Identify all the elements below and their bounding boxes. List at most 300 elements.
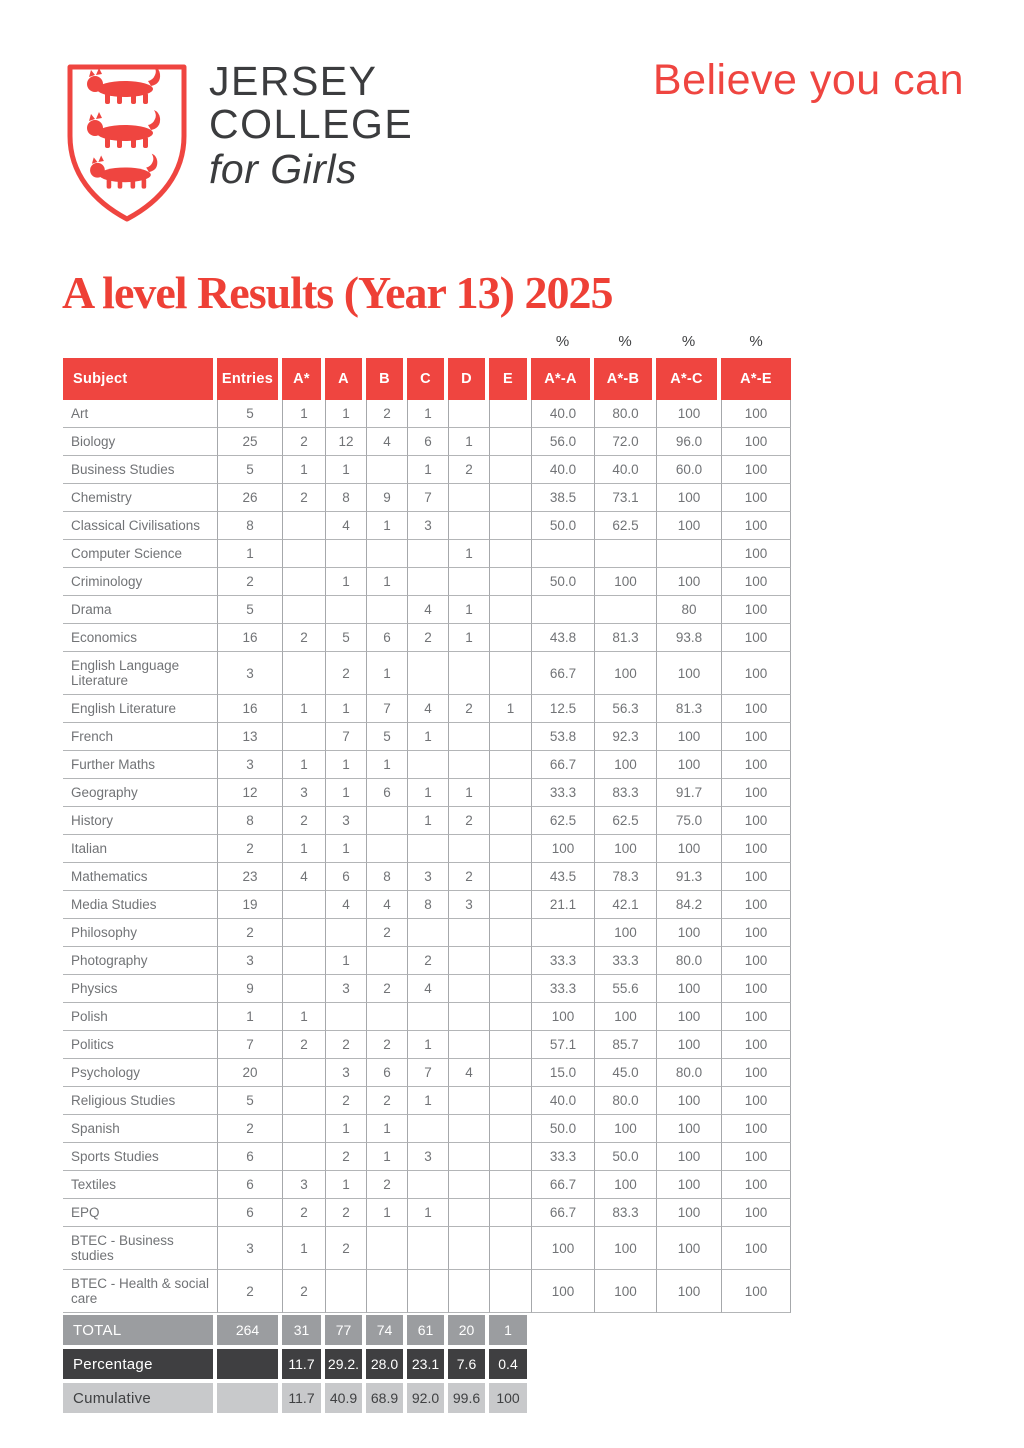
value-cell: 80.0: [656, 947, 721, 975]
value-cell: [407, 751, 448, 779]
percent-label: %: [555, 333, 570, 350]
value-cell: 2: [282, 484, 325, 512]
value-cell: 1: [407, 400, 448, 428]
value-cell: [366, 1227, 407, 1270]
subject-cell: BTEC - Health & social care: [63, 1270, 217, 1313]
value-cell: 33.3: [594, 947, 656, 975]
footer-entries-cell: [217, 1345, 282, 1379]
value-cell: 12.5: [531, 695, 594, 723]
column-header: A: [325, 358, 366, 400]
value-cell: 1: [282, 1227, 325, 1270]
value-cell: [282, 568, 325, 596]
value-cell: 21.1: [531, 891, 594, 919]
value-cell: [407, 652, 448, 695]
value-cell: [366, 596, 407, 624]
value-cell: [366, 456, 407, 484]
subject-cell: Physics: [63, 975, 217, 1003]
value-cell: 8: [407, 891, 448, 919]
value-cell: 42.1: [594, 891, 656, 919]
value-cell: 1: [489, 695, 531, 723]
percent-label: %: [681, 333, 696, 350]
subject-cell: Geography: [63, 779, 217, 807]
value-cell: 1: [407, 1087, 448, 1115]
value-cell: 100: [656, 975, 721, 1003]
value-cell: 1: [325, 779, 366, 807]
value-cell: [489, 891, 531, 919]
value-cell: 100: [721, 1171, 791, 1199]
value-cell: 50.0: [531, 512, 594, 540]
value-cell: 2: [325, 1087, 366, 1115]
table-row: [63, 807, 791, 835]
value-cell: 23: [217, 863, 282, 891]
value-cell: 1: [448, 779, 489, 807]
value-cell: 100: [656, 751, 721, 779]
lion-icon: [87, 66, 160, 104]
value-cell: 2: [366, 975, 407, 1003]
value-cell: 100: [656, 835, 721, 863]
value-cell: [594, 540, 656, 568]
table-row: [63, 1003, 791, 1031]
value-cell: 1: [366, 751, 407, 779]
value-cell: [325, 596, 366, 624]
value-cell: [366, 540, 407, 568]
value-cell: 100: [721, 1059, 791, 1087]
value-cell: [489, 1115, 531, 1143]
value-cell: 3: [448, 891, 489, 919]
subject-cell: Business Studies: [63, 456, 217, 484]
footer-value-cell: 11.7: [282, 1345, 325, 1379]
subject-cell: Mathematics: [63, 863, 217, 891]
subject-cell: Polish: [63, 1003, 217, 1031]
cumulative-row: [63, 1379, 791, 1413]
value-cell: [282, 723, 325, 751]
value-cell: [282, 512, 325, 540]
value-cell: [448, 975, 489, 1003]
value-cell: 100: [531, 1227, 594, 1270]
value-cell: 100: [721, 1270, 791, 1313]
value-cell: 3: [282, 1171, 325, 1199]
footer-void-cell: [531, 1345, 594, 1379]
footer-value-cell: 0.4: [489, 1345, 531, 1379]
value-cell: [282, 1087, 325, 1115]
column-header: A*-E: [721, 358, 791, 400]
value-cell: 1: [325, 568, 366, 596]
value-cell: 56.0: [531, 428, 594, 456]
value-cell: 100: [721, 1031, 791, 1059]
value-cell: [531, 919, 594, 947]
value-cell: [489, 835, 531, 863]
value-cell: 43.8: [531, 624, 594, 652]
value-cell: 13: [217, 723, 282, 751]
subject-cell: Drama: [63, 596, 217, 624]
value-cell: [407, 1115, 448, 1143]
results-table-wrap: [63, 320, 791, 1413]
value-cell: 1: [407, 1031, 448, 1059]
value-cell: [282, 1059, 325, 1087]
subject-cell: Photography: [63, 947, 217, 975]
value-cell: 3: [407, 512, 448, 540]
value-cell: 2: [282, 1031, 325, 1059]
value-cell: 100: [594, 1115, 656, 1143]
value-cell: 12: [217, 779, 282, 807]
value-cell: 8: [325, 484, 366, 512]
value-cell: 20: [217, 1059, 282, 1087]
value-cell: 56.3: [594, 695, 656, 723]
table-row: [63, 723, 791, 751]
value-cell: 100: [721, 863, 791, 891]
value-cell: 100: [656, 1115, 721, 1143]
value-cell: [489, 484, 531, 512]
value-cell: [448, 835, 489, 863]
value-cell: [448, 1270, 489, 1313]
value-cell: 100: [531, 1003, 594, 1031]
value-cell: 1: [282, 1003, 325, 1031]
value-cell: 100: [656, 400, 721, 428]
value-cell: [448, 568, 489, 596]
value-cell: 33.3: [531, 1143, 594, 1171]
table-row: [63, 1270, 791, 1313]
value-cell: 2: [217, 568, 282, 596]
value-cell: 2: [407, 624, 448, 652]
value-cell: [448, 947, 489, 975]
table-row: [63, 596, 791, 624]
percent-label: %: [749, 333, 763, 350]
value-cell: [448, 751, 489, 779]
value-cell: [448, 512, 489, 540]
value-cell: 33.3: [531, 947, 594, 975]
value-cell: 66.7: [531, 1199, 594, 1227]
value-cell: 3: [325, 1059, 366, 1087]
value-cell: 3: [217, 1227, 282, 1270]
value-cell: 100: [721, 835, 791, 863]
value-cell: 1: [325, 835, 366, 863]
value-cell: 72.0: [594, 428, 656, 456]
value-cell: [489, 568, 531, 596]
value-cell: 100: [721, 400, 791, 428]
value-cell: 50.0: [531, 1115, 594, 1143]
value-cell: 1: [448, 428, 489, 456]
tagline: Believe you can: [652, 56, 964, 104]
value-cell: 3: [325, 807, 366, 835]
value-cell: 15.0: [531, 1059, 594, 1087]
value-cell: 100: [594, 835, 656, 863]
jersey-crest-icon: [63, 60, 191, 226]
table-row: [63, 1115, 791, 1143]
footer-value-cell: 92.0: [407, 1379, 448, 1413]
value-cell: [489, 428, 531, 456]
value-cell: 62.5: [594, 807, 656, 835]
value-cell: 6: [217, 1171, 282, 1199]
subject-cell: Criminology: [63, 568, 217, 596]
footer-value-cell: 100: [489, 1379, 531, 1413]
value-cell: [407, 919, 448, 947]
value-cell: 6: [366, 779, 407, 807]
value-cell: [282, 919, 325, 947]
subject-cell: Italian: [63, 835, 217, 863]
value-cell: 100: [721, 428, 791, 456]
footer-void-cell: [721, 1313, 791, 1345]
column-header: E: [489, 358, 531, 400]
value-cell: [489, 400, 531, 428]
value-cell: 100: [721, 723, 791, 751]
results-table: [63, 320, 791, 1413]
value-cell: 7: [217, 1031, 282, 1059]
percent-spacer: [407, 320, 448, 358]
value-cell: 1: [217, 540, 282, 568]
value-cell: 1: [325, 456, 366, 484]
value-cell: [489, 1059, 531, 1087]
column-header: D: [448, 358, 489, 400]
footer-value-cell: 1: [489, 1313, 531, 1345]
table-row: [63, 540, 791, 568]
value-cell: 100: [594, 1003, 656, 1031]
subject-cell: Computer Science: [63, 540, 217, 568]
value-cell: 100: [721, 975, 791, 1003]
value-cell: 100: [594, 1171, 656, 1199]
footer-value-cell: 77: [325, 1313, 366, 1345]
value-cell: 1: [282, 835, 325, 863]
value-cell: 100: [656, 723, 721, 751]
value-cell: 3: [217, 751, 282, 779]
value-cell: 4: [325, 512, 366, 540]
footer-void-cell: [656, 1345, 721, 1379]
column-header: A*-B: [594, 358, 656, 400]
value-cell: 38.5: [531, 484, 594, 512]
footer-value-cell: 20: [448, 1313, 489, 1345]
percentage-row: [63, 1345, 791, 1379]
value-cell: [489, 751, 531, 779]
table-row: [63, 947, 791, 975]
value-cell: 100: [721, 947, 791, 975]
value-cell: 55.6: [594, 975, 656, 1003]
percent-spacer: [63, 320, 217, 358]
value-cell: 1: [407, 723, 448, 751]
footer-void-cell: [594, 1345, 656, 1379]
value-cell: 43.5: [531, 863, 594, 891]
value-cell: 2: [282, 1199, 325, 1227]
subject-cell: French: [63, 723, 217, 751]
value-cell: 100: [656, 652, 721, 695]
value-cell: 2: [282, 807, 325, 835]
value-cell: 2: [217, 1115, 282, 1143]
value-cell: 92.3: [594, 723, 656, 751]
subject-cell: Chemistry: [63, 484, 217, 512]
value-cell: 100: [721, 624, 791, 652]
value-cell: 1: [366, 568, 407, 596]
footer-value-cell: 29.2.: [325, 1345, 366, 1379]
value-cell: 1: [282, 400, 325, 428]
table-row: [63, 751, 791, 779]
value-cell: 100: [721, 484, 791, 512]
value-cell: 4: [448, 1059, 489, 1087]
table-row: [63, 1087, 791, 1115]
value-cell: 100: [656, 1227, 721, 1270]
column-header: Subject: [63, 358, 217, 400]
table-row: [63, 695, 791, 723]
table-row: [63, 568, 791, 596]
value-cell: 100: [656, 484, 721, 512]
value-cell: 6: [366, 624, 407, 652]
value-cell: 12: [325, 428, 366, 456]
logo-text: [209, 60, 413, 192]
value-cell: 100: [721, 456, 791, 484]
value-cell: [448, 1003, 489, 1031]
value-cell: 7: [407, 484, 448, 512]
value-cell: 2: [448, 807, 489, 835]
value-cell: 2: [282, 624, 325, 652]
value-cell: 2: [325, 1199, 366, 1227]
value-cell: 2: [325, 1143, 366, 1171]
value-cell: 2: [217, 919, 282, 947]
value-cell: 6: [325, 863, 366, 891]
value-cell: 4: [366, 891, 407, 919]
value-cell: [282, 1143, 325, 1171]
value-cell: 100: [594, 1270, 656, 1313]
table-row: [63, 1059, 791, 1087]
value-cell: [489, 1031, 531, 1059]
footer-void-cell: [656, 1379, 721, 1413]
table-row: [63, 863, 791, 891]
value-cell: [594, 596, 656, 624]
value-cell: 2: [448, 863, 489, 891]
footer-void-cell: [721, 1379, 791, 1413]
value-cell: 1: [282, 751, 325, 779]
value-cell: 66.7: [531, 652, 594, 695]
value-cell: 2: [366, 1031, 407, 1059]
footer-label-cell: TOTAL: [63, 1313, 217, 1345]
value-cell: 45.0: [594, 1059, 656, 1087]
logo-line-for-girls: for Girls: [209, 146, 357, 192]
value-cell: [489, 807, 531, 835]
table-row: [63, 456, 791, 484]
footer-void-cell: [594, 1313, 656, 1345]
value-cell: 2: [325, 1227, 366, 1270]
value-cell: [448, 400, 489, 428]
value-cell: 1: [366, 1115, 407, 1143]
footer-void-cell: [531, 1313, 594, 1345]
value-cell: 3: [407, 863, 448, 891]
value-cell: 1: [448, 540, 489, 568]
lion-icon: [87, 110, 160, 148]
footer-value-cell: 61: [407, 1313, 448, 1345]
table-row: [63, 1227, 791, 1270]
column-header: C: [407, 358, 448, 400]
value-cell: 93.8: [656, 624, 721, 652]
value-cell: 2: [366, 1087, 407, 1115]
value-cell: 100: [721, 1115, 791, 1143]
value-cell: 7: [407, 1059, 448, 1087]
value-cell: [282, 1115, 325, 1143]
value-cell: 3: [282, 779, 325, 807]
value-cell: 83.3: [594, 779, 656, 807]
percent-spacer: [325, 320, 366, 358]
value-cell: [407, 1171, 448, 1199]
value-cell: 100: [656, 1003, 721, 1031]
value-cell: 2: [448, 456, 489, 484]
value-cell: [489, 652, 531, 695]
value-cell: [282, 975, 325, 1003]
value-cell: 62.5: [531, 807, 594, 835]
table-row: [63, 512, 791, 540]
subject-cell: English Literature: [63, 695, 217, 723]
value-cell: [489, 540, 531, 568]
value-cell: 5: [217, 400, 282, 428]
value-cell: [448, 1087, 489, 1115]
subject-cell: Spanish: [63, 1115, 217, 1143]
value-cell: 3: [407, 1143, 448, 1171]
value-cell: [448, 1199, 489, 1227]
subject-cell: Sports Studies: [63, 1143, 217, 1171]
percent-spacer: [489, 320, 531, 358]
value-cell: [489, 1199, 531, 1227]
value-cell: [407, 568, 448, 596]
column-header: A*-C: [656, 358, 721, 400]
value-cell: [489, 596, 531, 624]
value-cell: [489, 1087, 531, 1115]
value-cell: [489, 456, 531, 484]
value-cell: 2: [325, 1031, 366, 1059]
value-cell: 100: [656, 1087, 721, 1115]
subject-cell: History: [63, 807, 217, 835]
column-header: B: [366, 358, 407, 400]
value-cell: 100: [721, 695, 791, 723]
footer-value-cell: 68.9: [366, 1379, 407, 1413]
value-cell: 6: [407, 428, 448, 456]
value-cell: 100: [721, 1199, 791, 1227]
value-cell: 2: [325, 652, 366, 695]
value-cell: 2: [282, 428, 325, 456]
subject-cell: Psychology: [63, 1059, 217, 1087]
table-row: [63, 919, 791, 947]
value-cell: 1: [325, 400, 366, 428]
subject-cell: Art: [63, 400, 217, 428]
value-cell: 100: [721, 540, 791, 568]
table-row: [63, 1171, 791, 1199]
table-row: [63, 400, 791, 428]
value-cell: [366, 835, 407, 863]
table-row: [63, 624, 791, 652]
value-cell: 100: [594, 1227, 656, 1270]
footer-void-cell: [721, 1345, 791, 1379]
value-cell: 100: [721, 512, 791, 540]
value-cell: [282, 947, 325, 975]
value-cell: 50.0: [594, 1143, 656, 1171]
value-cell: [448, 1171, 489, 1199]
value-cell: 4: [282, 863, 325, 891]
value-cell: 80.0: [594, 400, 656, 428]
value-cell: 40.0: [531, 400, 594, 428]
value-cell: 96.0: [656, 428, 721, 456]
value-cell: 100: [594, 751, 656, 779]
footer-value-cell: 7.6: [448, 1345, 489, 1379]
value-cell: [448, 652, 489, 695]
value-cell: [407, 835, 448, 863]
value-cell: 8: [366, 863, 407, 891]
table-row: [63, 1199, 791, 1227]
value-cell: [448, 1143, 489, 1171]
subject-cell: Classical Civilisations: [63, 512, 217, 540]
value-cell: 33.3: [531, 779, 594, 807]
value-cell: 100: [721, 568, 791, 596]
percent-label: %: [618, 333, 632, 350]
logo-line-jersey: JERSEY: [209, 58, 378, 104]
value-cell: 2: [448, 695, 489, 723]
value-cell: 9: [217, 975, 282, 1003]
value-cell: [448, 484, 489, 512]
value-cell: 100: [656, 1270, 721, 1313]
subject-cell: Media Studies: [63, 891, 217, 919]
value-cell: 100: [594, 919, 656, 947]
